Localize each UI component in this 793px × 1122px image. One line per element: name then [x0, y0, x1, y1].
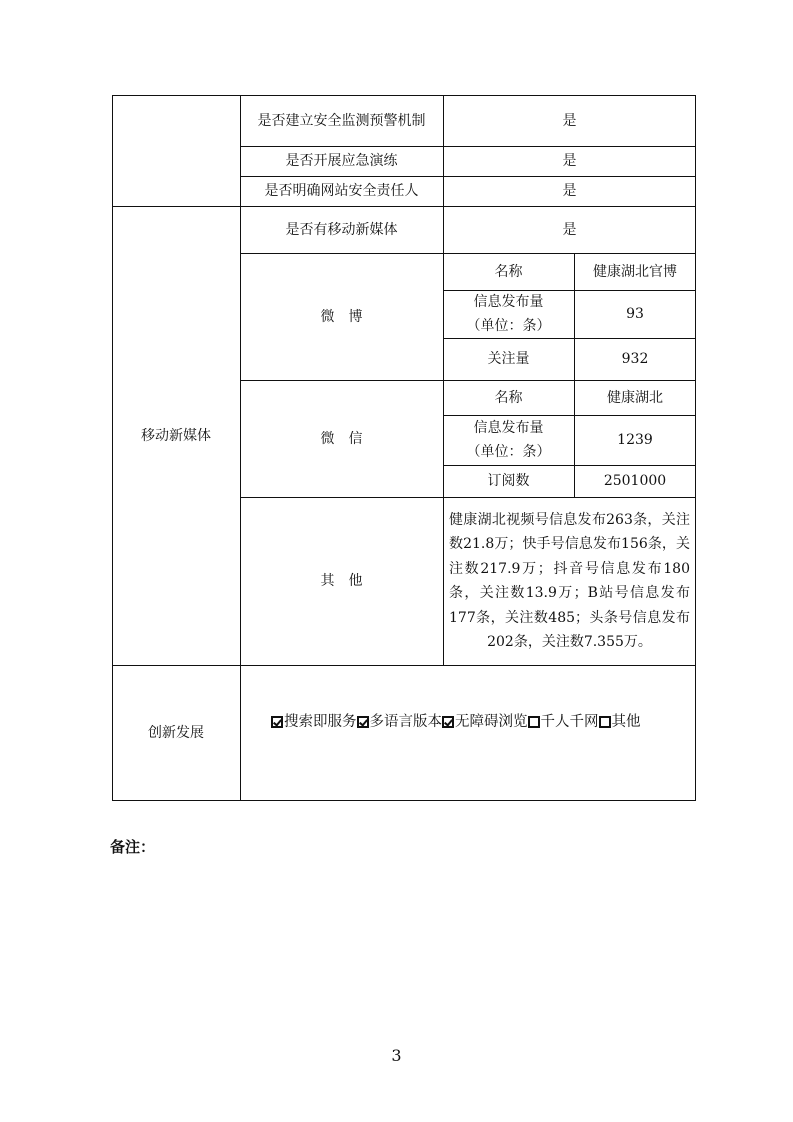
checkbox-unchecked-icon	[528, 716, 540, 728]
drill-answer: 是	[562, 153, 577, 169]
wechat-name-label: 名称	[494, 389, 523, 406]
remark-label: 备注：	[110, 838, 156, 856]
new-media-section-label: 移动新媒体	[141, 427, 211, 444]
weibo-name-value: 健康湖北官博	[593, 263, 677, 280]
website-report-table	[112, 95, 696, 801]
checkbox-checked-icon	[357, 716, 369, 728]
wechat-name-value: 健康湖北	[607, 389, 663, 406]
has-media-answer: 是	[562, 221, 577, 238]
innovation-option-personalized[interactable]: 千人千网	[528, 710, 599, 734]
page-number: 3	[391, 1046, 402, 1065]
responsible-question: 是否明确网站安全责任人	[264, 183, 419, 199]
weibo-name-label: 名称	[494, 263, 523, 280]
weibo-posts-value: 93	[626, 306, 644, 322]
weibo-label: 微博	[320, 308, 377, 325]
innovation-label: 创新发展	[148, 724, 204, 741]
wechat-label: 微信	[320, 430, 377, 447]
innovation-option-other[interactable]: 其他	[599, 710, 641, 734]
other-media-label: 其他	[320, 573, 377, 589]
responsible-answer: 是	[562, 183, 577, 199]
security-section-label	[112, 95, 240, 206]
checkbox-checked-icon	[271, 716, 283, 728]
monitoring-answer: 是	[562, 112, 577, 129]
monitoring-question: 是否建立安全监测预警机制	[257, 112, 426, 129]
wechat-posts-label: 信息发布量（单位：条）	[466, 420, 551, 460]
wechat-subscribers-value: 2501000	[603, 473, 667, 489]
wechat-posts-value: 1239	[617, 432, 653, 448]
wechat-subscribers-label: 订阅数	[487, 473, 530, 489]
innovation-option-accessibility[interactable]: 无障碍浏览	[442, 710, 528, 734]
innovation-option-search-as-service[interactable]: 搜索即服务	[271, 710, 357, 734]
drill-question: 是否开展应急演练	[285, 153, 398, 169]
other-media-description: 健康湖北视频号信息发布263条，关注数21.8万；快手号信息发布156条，关注数217.9万；抖音号信息发布180条，关注数13.9万；B站号信息发布177条，关注数485；头条号信息发布202条，关注数7.355万。	[449, 511, 690, 650]
checkbox-checked-icon	[442, 716, 454, 728]
innovation-option-multilingual[interactable]: 多语言版本	[357, 710, 443, 734]
checkbox-unchecked-icon	[599, 716, 611, 728]
weibo-followers-value: 932	[621, 351, 649, 367]
has-media-question: 是否有移动新媒体	[285, 221, 398, 238]
weibo-posts-label: 信息发布量（单位：条）	[466, 294, 551, 334]
innovation-options	[240, 665, 695, 778]
weibo-followers-label: 关注量	[487, 351, 530, 367]
